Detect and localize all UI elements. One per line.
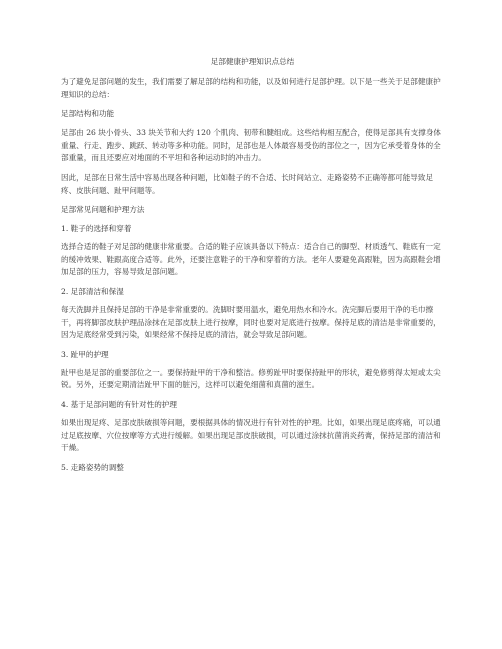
intro-paragraph: 为了避免足部问题的发生，我们需要了解足部的结构和功能，以及如何进行足部护理。以下是一些关于足部健康护理知识的总结： [61, 77, 441, 99]
item-heading-posture: 5. 走路姿势的调整 [61, 462, 124, 472]
item-heading-cleaning: 2. 足部清洁和保湿 [61, 286, 124, 296]
item-text-targeted: 如果出现足疼、足部皮肤破损等问题，要根据具体的情况进行有针对性的护理。比如，如果出现足底疼痛，可以通过足底按摩、穴位按摩等方式进行缓解。如果出现足部皮肤破损，可以通过涂抹抗菌消炎药膏，保持足部的清洁和干燥。 [61, 417, 441, 453]
section-heading-care: 足部常见问题和护理方法 [61, 205, 145, 215]
item-text-toenail: 趾甲也是足部的重要部位之一。要保持趾甲的干净和整洁。修剪趾甲时要保持趾甲的形状，避免修剪得太短或太尖锐。另外，还要定期清洁趾甲下面的脏污，这样可以避免细菌和真菌的滋生。 [61, 367, 441, 390]
item-heading-shoes: 1. 鞋子的选择和穿着 [61, 224, 132, 234]
document-title: 足部健康护理知识点总结 [210, 57, 295, 66]
item-text-cleaning: 每天洗脚并且保持足部的干净是非常重要的。洗脚时要用温水，避免用热水和冷水。洗完脚后要用干净的毛巾擦干，再将脚部皮肤护理品涂抹在足部皮肤上进行按摩，同时也要对足底进行按摩。保持足底的清洁是非常重要的，因为足底经常受到污染，如果经常不保持足底的清洁，就会导致足部问题。 [61, 304, 441, 340]
structure-paragraph-1: 足部由 26 块小骨头、33 块关节和大约 120 个肌肉、韧带和腱组成。这些结构相互配合，使得足部具有支撑身体重量、行走、跑步、跳跃、转动等多种功能。同时，足部也是人体最容易受伤的部位之一，因为它承受着身体的全部重量，而且还要应对地面的不平坦和各种运动时的冲击力。 [61, 128, 442, 163]
item-text-shoes: 选择合适的鞋子对足部的健康非常重要。合适的鞋子应该具备以下特点：适合自己的脚型、材质透气、鞋底有一定的缓冲效果、鞋跟高度合适等。此外，还要注意鞋子的干净和穿着的方法。老年人要避免高跟鞋，因为高跟鞋会增加足部的压力，容易导致足部问题。 [61, 242, 441, 277]
item-heading-targeted: 4. 基于足部问题的有针对性的护理 [61, 399, 177, 409]
item-heading-toenail: 3. 趾甲的护理 [61, 349, 109, 359]
section-heading-structure: 足部结构和功能 [61, 109, 115, 119]
structure-paragraph-2: 因此，足部在日常生活中容易出现各种问题，比如鞋子的不合适、长时间站立、走路姿势不正确等都可能导致足疼、皮肤问题、趾甲问题等。 [61, 172, 434, 195]
